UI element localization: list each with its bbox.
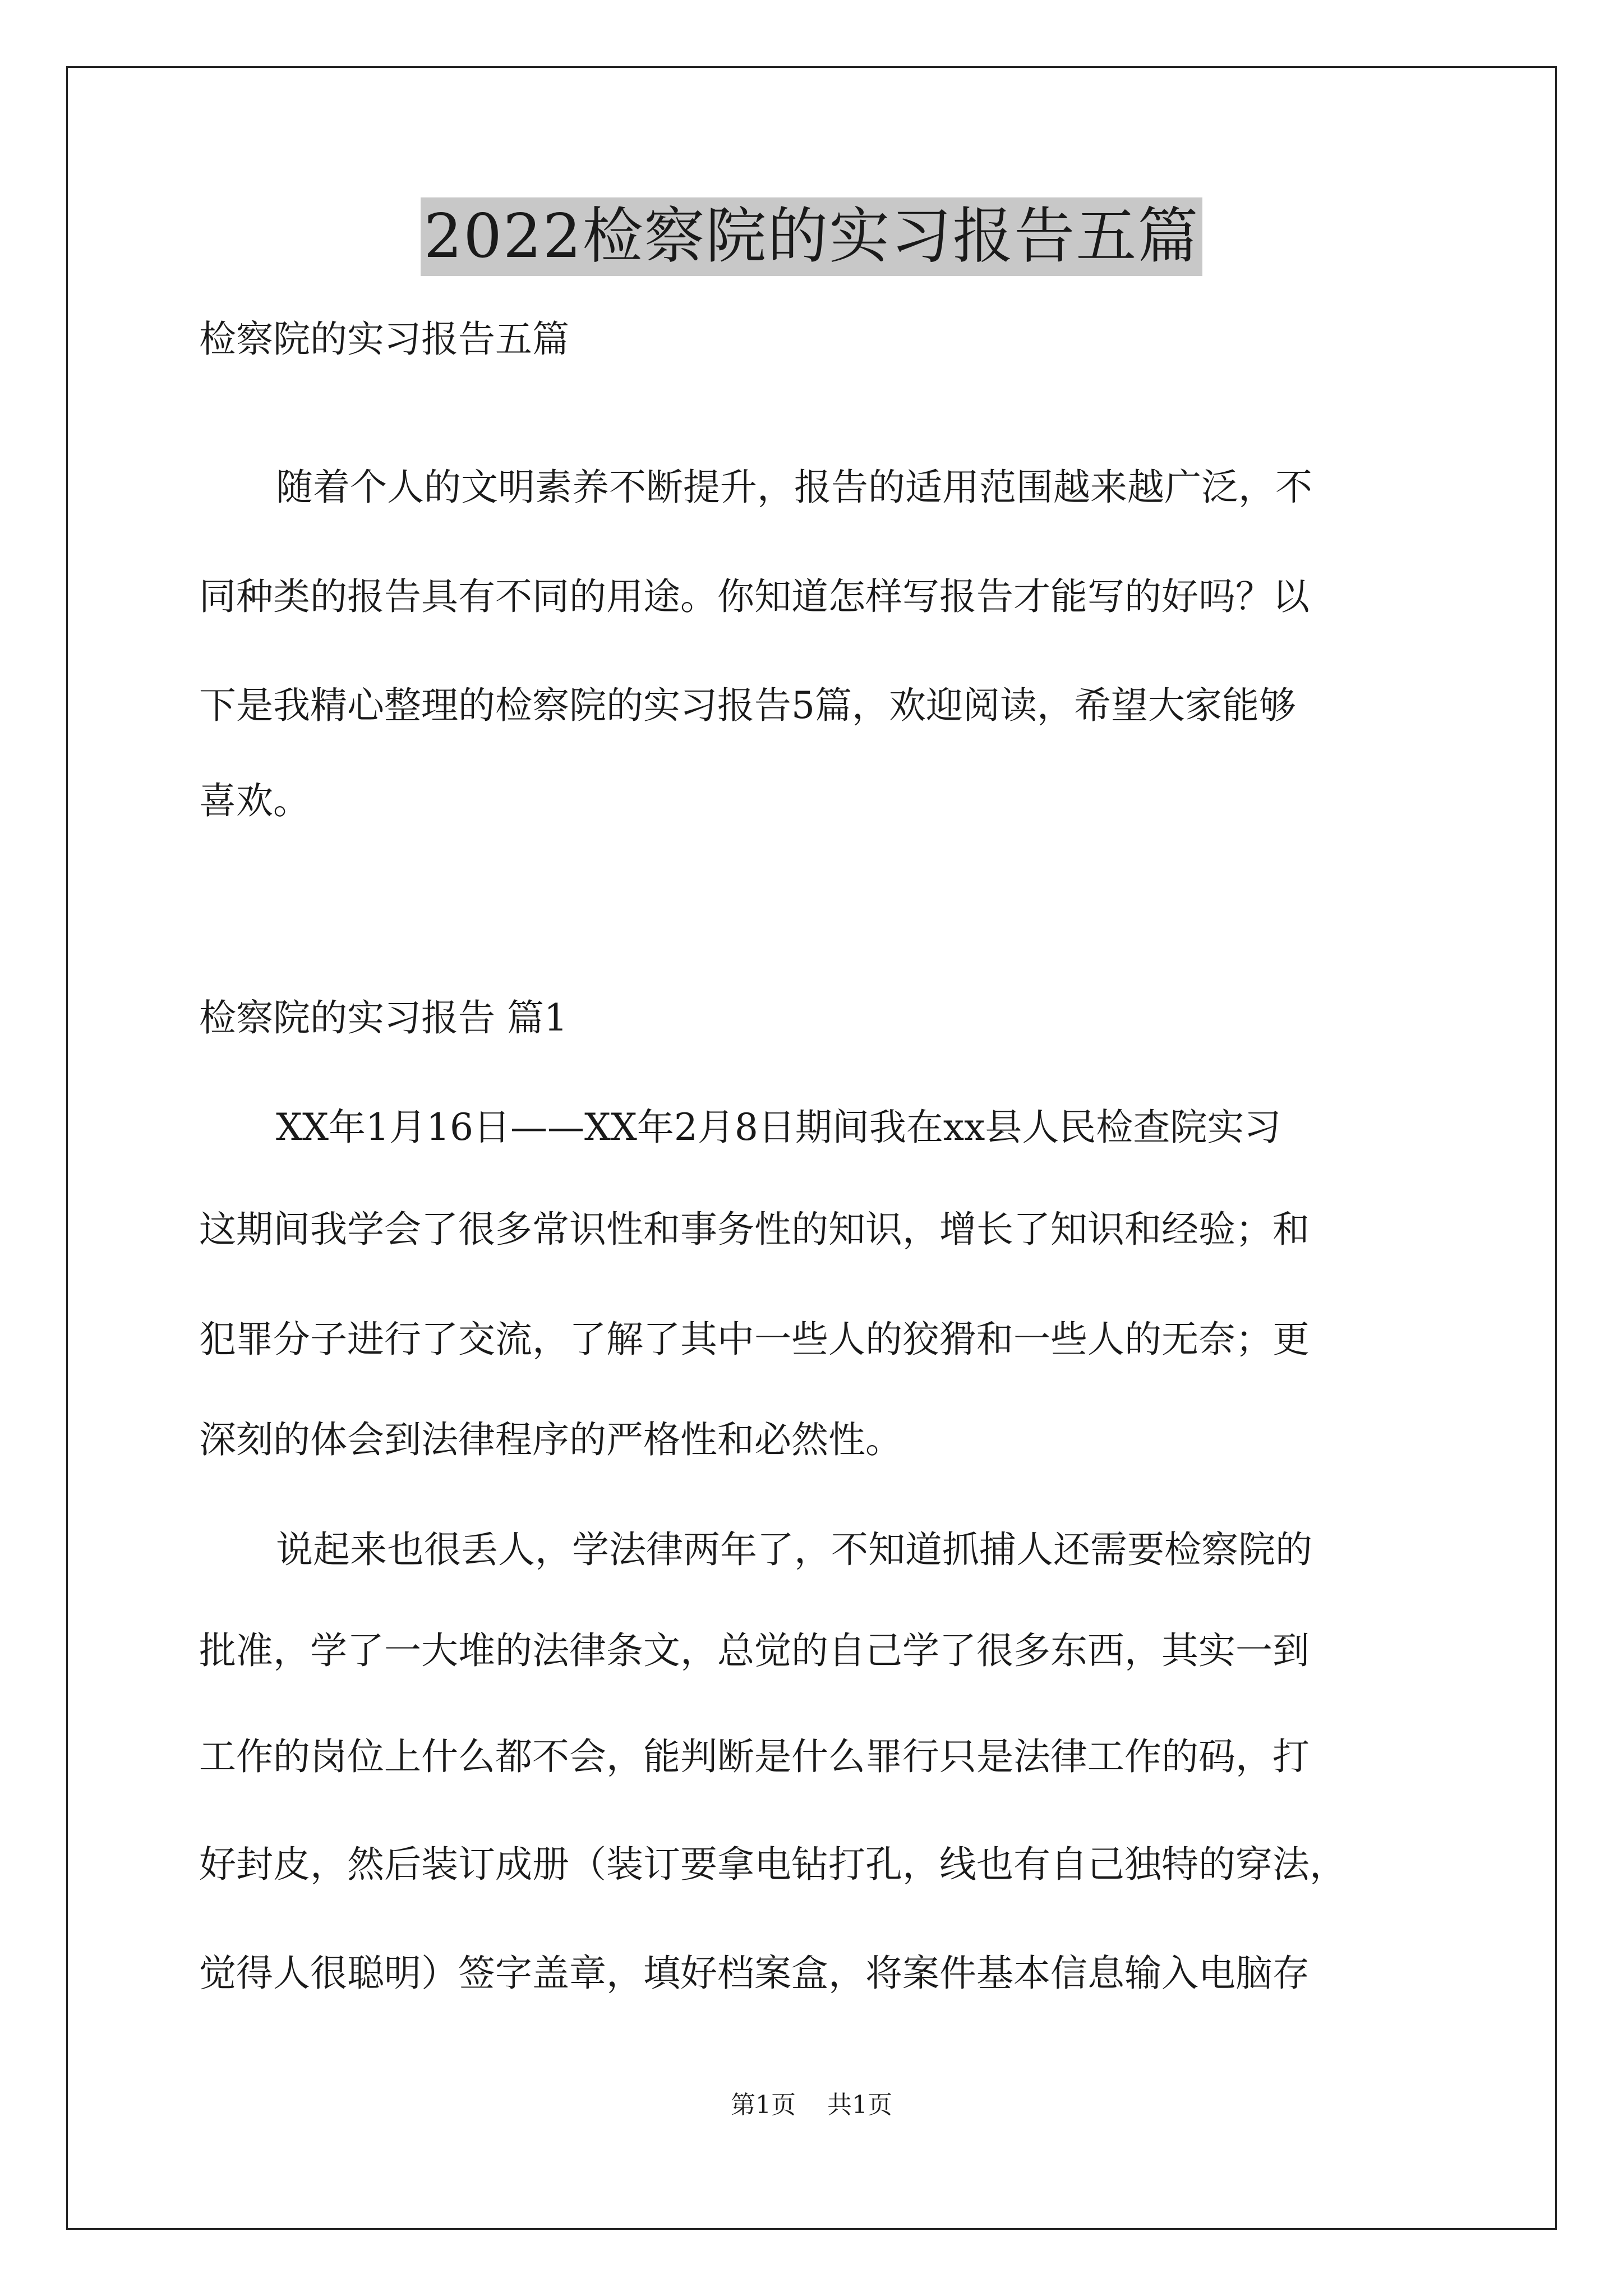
paragraph-line: 觉得人很聪明）签字盖章，填好档案盒，将案件基本信息输入电脑存	[199, 1952, 1310, 1995]
paragraph-line: 犯罪分子进行了交流，了解了其中一些人的狡猾和一些人的无奈；更	[199, 1318, 1310, 1361]
page-footer	[0, 2090, 1623, 2121]
intro-line: 下是我精心整理的检察院的实习报告5篇，欢迎阅读，希望大家能够	[199, 684, 1296, 727]
intro-line: 喜欢。	[199, 779, 310, 822]
document-title: 2022检察院的实习报告五篇	[421, 197, 1203, 276]
paragraph-line: 深刻的体会到法律程序的严格性和必然性。	[199, 1418, 902, 1461]
paragraph-line: 工作的岗位上什么都不会，能判断是什么罪行只是法律工作的码，打	[199, 1735, 1310, 1778]
paragraph-line: 这期间我学会了很多常识性和事务性的知识，增长了知识和经验；和	[199, 1208, 1310, 1251]
page-total: 共1页	[827, 2091, 892, 2119]
page-number: 第1页	[731, 2091, 796, 2119]
document-subtitle: 检察院的实习报告五篇	[199, 318, 569, 361]
paragraph-line: 说起来也很丢人，学法律两年了，不知道抓捕人还需要检察院的	[276, 1528, 1312, 1571]
paragraph-line: XX年1月16日——XX年2月8日期间我在xx县人民检查院实习	[276, 1106, 1281, 1149]
paragraph-line: 好封皮，然后装订成册（装订要拿电钻打孔，线也有自己独特的穿法，	[199, 1843, 1347, 1886]
intro-line: 同种类的报告具有不同的用途。你知道怎样写报告才能写的好吗？以	[199, 575, 1310, 618]
section-heading: 检察院的实习报告 篇1	[199, 996, 568, 1039]
intro-line: 随着个人的文明素养不断提升，报告的适用范围越来越广泛，不	[276, 466, 1312, 509]
title-container	[0, 197, 1623, 276]
paragraph-line: 批准，学了一大堆的法律条文，总觉的自己学了很多东西，其实一到	[199, 1629, 1310, 1672]
